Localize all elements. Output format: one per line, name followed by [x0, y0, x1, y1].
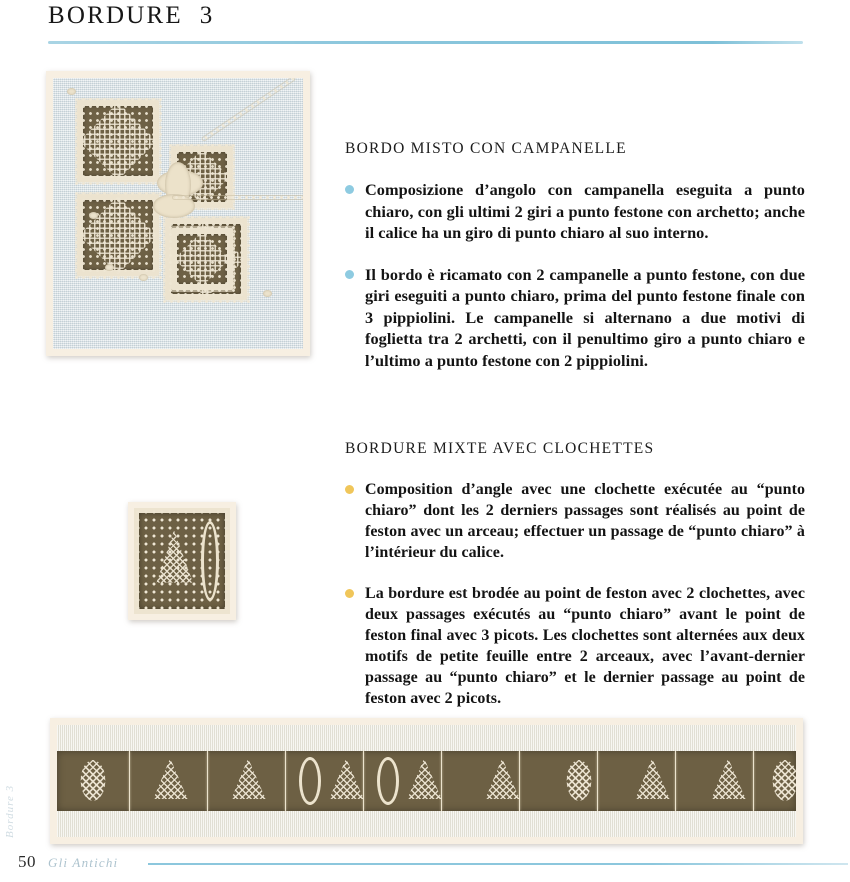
strip-ground [57, 725, 796, 837]
motif-square [171, 228, 233, 290]
picot [67, 88, 76, 95]
page-header [48, 2, 803, 44]
heading-french: BORDURE MIXTE AVEC CLOCHETTES [345, 440, 655, 457]
cell-divider [441, 751, 442, 811]
bell-motif [631, 758, 675, 802]
linen-ground [53, 78, 303, 349]
folio-number: 50 [18, 852, 36, 871]
section-french [345, 440, 805, 709]
picot [139, 274, 148, 281]
bullet-icon [345, 185, 354, 194]
leaf-motif [71, 758, 115, 802]
bell-motif [153, 530, 200, 590]
cell-divider [597, 751, 598, 811]
arch-motif [377, 757, 399, 805]
figure-detail-square [128, 502, 236, 620]
leaf-motif [557, 758, 601, 802]
section-italian [345, 140, 805, 371]
paragraph-italian-2 [345, 264, 805, 372]
cell-divider [753, 751, 754, 811]
paragraph-text: Composition d’angle avec une clochette exécutée au “punto chiaro” dont les 2 derniers passages sont réalisés au point de feston avec un arceau; effectuer un passage de “punto chiaro” à l’intérieur du calice. [365, 481, 805, 561]
cell-divider [519, 751, 520, 811]
side-caption: Bordure 3 [4, 784, 16, 838]
bell-motif [707, 758, 751, 802]
guide-thread [173, 196, 303, 199]
cell-divider [207, 751, 208, 811]
paragraph-text: La bordure est brodée au point de feston avec 2 clochettes, avec deux passages exécutés au “punto chiaro” avant le point de feston final avec 3 picots. Les clochettes sont alternées aux deux motifs de petite feuille entre 2 arceaux, avec l’avant-dernier passage au “punto chiaro” et le dernier passage au point de feston avec 2 picots. [365, 585, 805, 707]
motif-square [77, 100, 159, 182]
strip-linen-band [57, 811, 796, 837]
paragraph-text: Composizione d’angolo con campanella eseguita a punto chiaro, con gli ultimi 2 giri a punto festone con archetto; anche il calice ha un giro di punto chiaro al suo interno. [365, 180, 805, 242]
figure-border-strip [50, 718, 803, 844]
bullet-icon [345, 589, 354, 598]
figure-corner-sampler [46, 71, 310, 356]
paragraph-french-1 [345, 479, 805, 563]
cell-divider [129, 751, 130, 811]
heading-italian: BORDO MISTO CON CAMPANELLE [345, 140, 627, 157]
arch-motif [299, 757, 321, 805]
cell-divider [675, 751, 676, 811]
strip-cutwork [57, 751, 796, 811]
cell-divider [363, 751, 364, 811]
bullet-icon [345, 270, 354, 279]
guide-thread [202, 78, 295, 141]
motif-square [77, 194, 159, 276]
page-title: BORDURE 3 [48, 2, 215, 29]
picot [89, 212, 98, 219]
page-footer [4, 784, 840, 874]
paragraph-italian-1 [345, 179, 805, 244]
arch-motif [201, 521, 219, 602]
bullet-icon [345, 485, 354, 494]
footer-rule [148, 863, 848, 865]
picot [105, 264, 114, 271]
paragraph-text: Il bordo è ricamato con 2 campanelle a punto festone, con due giri eseguiti a punto chiaro, prima del punto festone finale con 3 pippiolini. Le campanelle si alternano a due motivi di foglietta tra 2 archetti, con il penultimo giro a punto chiaro e l’ultimo a punto festone con 2 pippiolini. [365, 264, 805, 370]
header-rule [48, 41, 803, 44]
cutwork-ground [134, 508, 230, 614]
leaf-motif [763, 758, 796, 802]
picot [263, 290, 272, 297]
imprint-text: Gli Antichi [48, 855, 119, 870]
bell-motif [227, 758, 271, 802]
paragraph-french-2 [345, 583, 805, 709]
cell-divider [285, 751, 286, 811]
strip-linen-band [57, 725, 796, 751]
bell-motif [149, 758, 193, 802]
